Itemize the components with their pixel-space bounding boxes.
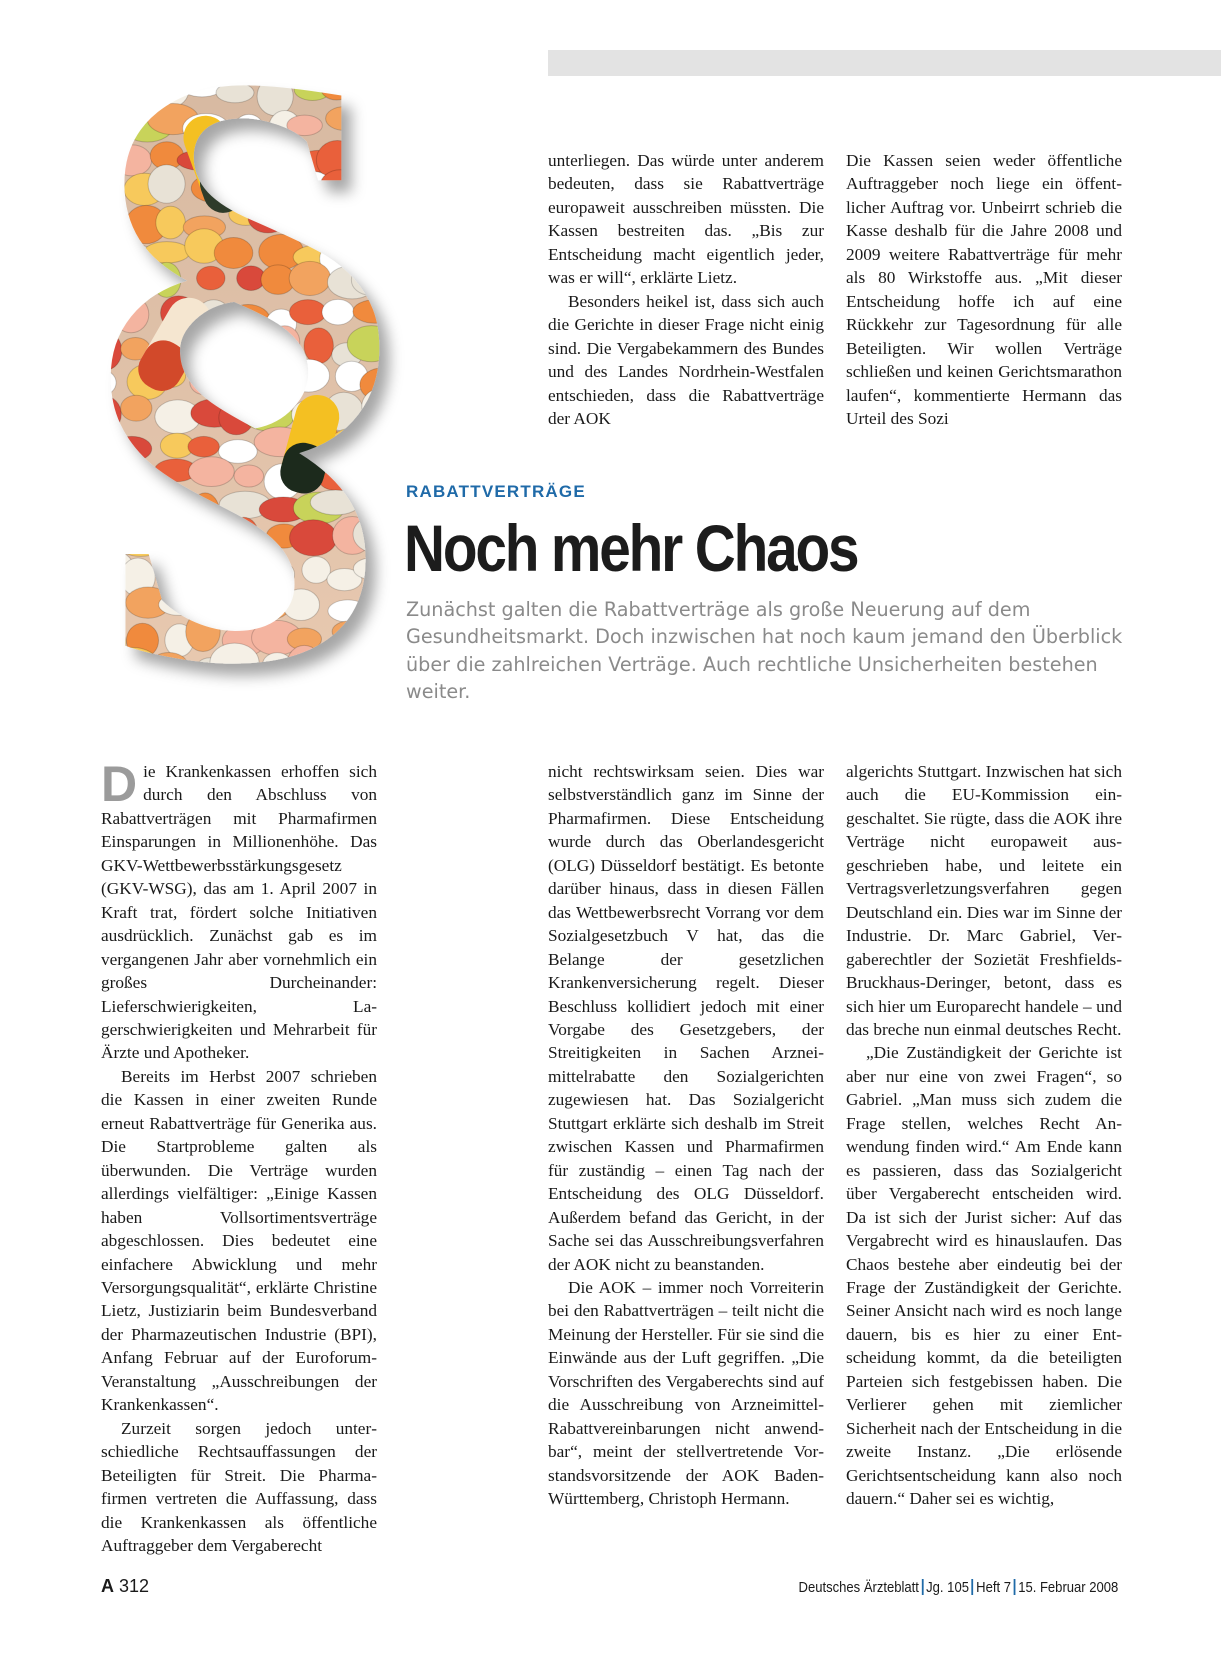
paragraph: Bereits im Herbst 2007 schrieben die Kassen in einer zweiten Runde erneut Rabattverträge für Generika aus. Die Startprobleme galten als überwunden. Die Verträge wurden allerdings vielfältiger: „Einige Kassen haben Vollsortimentsverträge abgeschlossen. Dies bedeutet eine einfachere Abwicklung und mehr Versorgungsqualität“, erklärte Christine Lietz, Justiziarin beim Bundesverband der Pharmazeutischen Industrie (BPI), Anfang Februar auf der Euroforum-Veranstaltung „Ausschreibungen der Krankenkassen“.	[101, 1066, 377, 1415]
text-column-3	[846, 760, 1122, 1511]
paragraph: „Die Zuständigkeit der Gerichte ist aber nur eine von zwei Fragen“, so Gabriel. „Man muss sich zudem die Frage stellen, welches Recht Anwendung finden wird.“ Am Ende kann es passieren, dass das Sozialgericht über Vergaberecht entscheiden wird. Da ist sich der Jurist sicher: Auf das Vergabrecht wird es hinauslaufen. Das Chaos bestehe aber eindeutig bei der Frage der Zuständigkeit der Gerichte. Seiner Ansicht nach wird es noch lange dauern, bis es hier zu einer Entscheidung kommt, da die beteiligten Parteien sich festgebissen haben. Die Verlierer gehen mit ziemlicher Sicherheit nach der Entscheidung in die zweite Instanz. „Die erlösende Gerichtsentscheidung kann also noch dauern.“ Daher sei es wichtig,	[846, 1043, 1122, 1509]
text-column-1	[101, 756, 377, 1557]
paragraph-sign-icon	[55, 14, 435, 694]
paragraph: Besonders heikel ist, dass sich auch die Gerichte in dieser Frage nicht einig sind. Die Vergabekammern des Bundes und des Landes Nordrhein-Westfalen entschieden, dass die Rabattverträge der AOK	[548, 291, 824, 428]
text-column-top-left	[548, 149, 824, 430]
page-number: A 312	[101, 1576, 150, 1596]
article-headline: Noch mehr Chaos	[404, 511, 858, 585]
paragraph: algerichts Stuttgart. Inzwischen hat sich auch die EU-Kommission eingeschaltet. Sie rügte, dass die AOK ihre Verträge nicht europaweit ausgeschrieben habe, und leitete ein Vertragsverletzungsverfahren gegen Deutschland ein. Dies war im Sinne der Industrie. Dr. Marc Gabriel, Vergaberechtler der Sozietät Freshfields-Bruckhaus-Deringer, betont, dass es sich hier um Europarecht handele – und das breche nun einmal deutsches Recht.	[846, 762, 1122, 1039]
journal-info	[798, 1579, 1118, 1596]
paragraph: Zurzeit sorgen jedoch unterschiedliche Rechtsauffassungen der Beteiligten für Streit. Die Pharmafirmen vertreten die Auffassung, dass die Krankenkassen als öffentliche Auftraggeber dem Vergaberecht	[101, 1418, 377, 1555]
paragraph: Die Krankenkassen erhoffen sich durch den Abschluss von Rabattverträgen mit Pharmafirmen Einsparungen in Millionenhöhe. Das GKV-Wettbewerbsstärkungsgesetz (GKV-WSG), das am 1. April 2007 in Kraft trat, fördert solche Initiativen ausdrücklich. Zunächst gab es im vergangenen Jahr aber vornehmlich ein großes Durcheinander: Lieferschwierigkeiten, Lagerschwierigkeiten und Mehrarbeit für Ärzte und Apotheker.	[101, 756, 377, 1063]
journal-volume: Jg. 105	[925, 1580, 969, 1596]
drop-cap: D	[101, 756, 138, 812]
paragraph: Die Kassen seien weder öffentliche Auftraggeber noch liege ein öffentlicher Auftrag vor. Unbeirrt schrieb die Kasse deshalb für die Jahre 2008 und 2009 weitere Rabattverträge für mehr als 80 Wirkstoffe aus. „Mit dieser Entscheidung hoffe ich auf eine Rückkehr zur Tagesordnung für alle Beteiligten. Wir wollen Verträge schließen und keinen Gerichtsmarathon laufen“, kommentierte Hermann das Urteil des Sozi	[846, 151, 1122, 428]
top-gray-bar	[548, 50, 1221, 76]
text-column-2	[548, 760, 824, 1511]
journal-date: 15. Februar 2008	[1017, 1580, 1118, 1596]
text-column-top-right	[846, 149, 1122, 430]
article-kicker: RABATTVERTRÄGE	[406, 482, 586, 501]
paragraph: nicht rechtswirksam seien. Dies war selbstverständlich ganz im Sinne der Pharmafirmen. Diese Entscheidung wurde durch das Oberlandesgericht (OLG) Düsseldorf bestätigt. Es betonte darüber hinaus, dass in diesen Fällen das Wettbewerbsrecht Vorrang vor dem Sozialgesetzbuch V hat, das die Belange der gesetzlichen Krankenversicherung regelt. Dieser Beschluss kollidiert jedoch mit einer Vorgabe des Gesetzgebers, der Streitigkeiten in Sachen Arzneimittelrabatte den Sozialgerichten zugewiesen hat. Das Sozialgericht Stuttgart erklärte sich deshalb im Streit zwischen Kassen und Pharmafirmen für zuständig – einen Tag nach der Entscheidung des OLG Düsseldorf. Außerdem befand das Gericht, in der Sache sei das Ausschreibungsverfahren der AOK nicht zu beanstanden.	[548, 762, 824, 1274]
paragraph: unterliegen. Das würde unter anderem bedeuten, dass sie Rabattverträge europaweit ausschreiben müssten. Die Kassen bestreiten das. „Bis zur Entscheidung macht eigentlich jeder, was er will“, erklärte Lietz.	[548, 151, 824, 288]
article-lead: Zunächst galten die Rabattverträge als große Neuerung auf dem Gesundheitsmarkt. Doch inzwischen hat noch kaum jemand den Überblick über die zahlreichen Verträge. Auch rechtliche Unsicherheiten bestehen weiter.	[406, 598, 1123, 704]
journal-issue: Heft 7	[975, 1580, 1011, 1596]
paragraph: Die AOK – immer noch Vorreiterin bei den Rabattverträgen – teilt nicht die Meinung der Hersteller. Für sie sind die Einwände aus der Luft gegriffen. „Die Vorschriften des Vergaberechts sind auf die Ausschreibung von Arzneimittel-Rabattvereinbarungen nicht anwendbar“, meint der stellvertretende Vorstandsvorsitzende der AOK Baden-Württemberg, Christoph Hermann.	[548, 1277, 824, 1509]
journal-name: Deutsches Ärzteblatt	[798, 1580, 919, 1596]
